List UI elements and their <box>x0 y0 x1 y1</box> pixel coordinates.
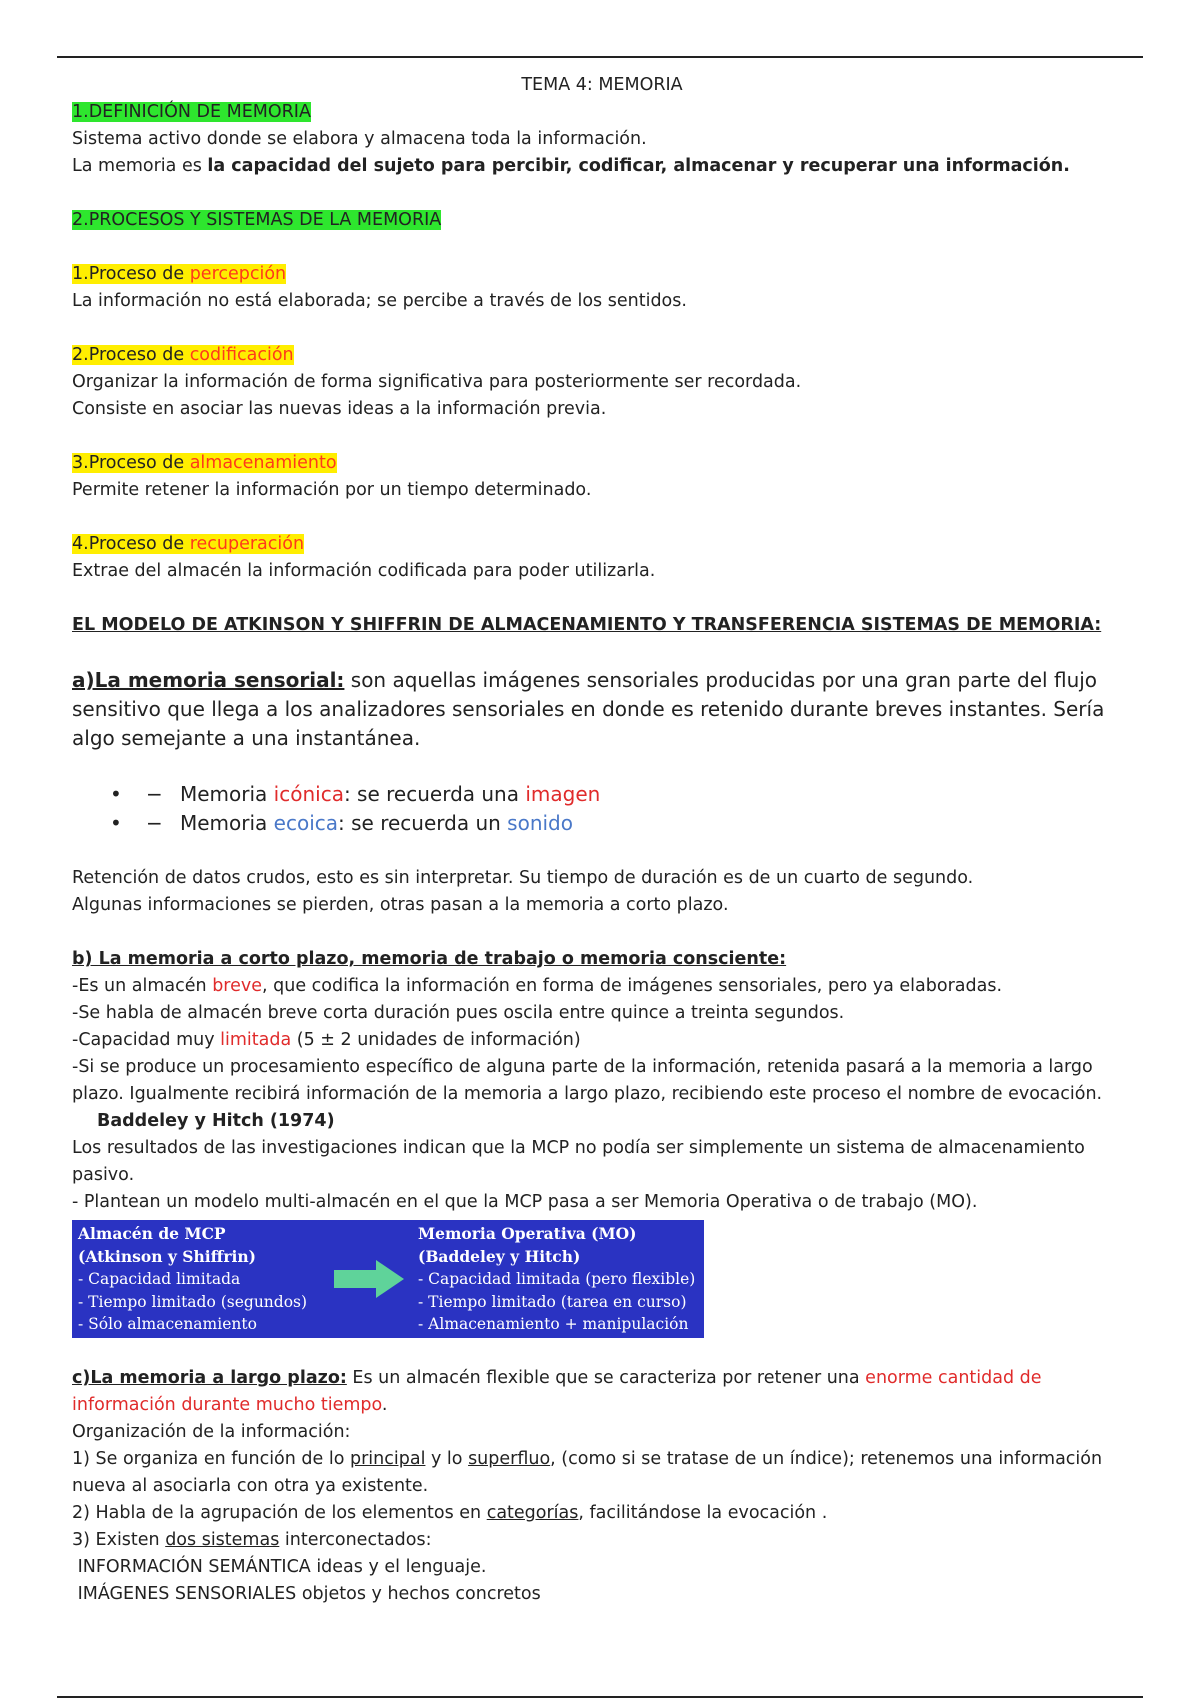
corto-line-8: - Plantean un modelo multi-almacén en el que la MCP pasa a ser Memoria Operativa o de trabajo (MO). <box>72 1192 978 1212</box>
document-body <box>72 70 1132 1608</box>
retention-line-2: Algunas informaciones se pierden, otras pasan a la memoria a corto plazo. <box>72 895 729 915</box>
process-1-text: La información no está elaborada; se percibe a través de los sentidos. <box>72 291 687 311</box>
semantic-info-line: INFORMACIÓN SEMÁNTICA ideas y el lenguaje. <box>72 1557 487 1577</box>
sensorial-paragraph: a)La memoria sensorial: son aquellas imágenes sensoriales producidas por una gran parte del flujo sensitivo que llega a los analizadores sensoriales en donde es retenido durante breves instantes. Sería algo semejante a una instantánea. <box>72 668 1105 750</box>
process-1-heading: 1.Proceso de percepción <box>72 264 287 284</box>
sensory-images-line: IMÁGENES SENSORIALES objetos y hechos concretos <box>72 1584 541 1604</box>
mcp-vs-mo-diagram <box>72 1220 704 1338</box>
corto-line-1: -Es un almacén breve, que codifica la información en forma de imágenes sensoriales, pero ya elaboradas. <box>72 976 1003 996</box>
list-item: • − Memoria icónica: se recuerda una imagen <box>110 782 601 806</box>
process-2-text-2: Consiste en asociar las nuevas ideas a la información previa. <box>72 399 607 419</box>
retention-line-1: Retención de datos crudos, esto es sin interpretar. Su tiempo de duración es de un cuarto de segundo. <box>72 868 974 888</box>
definition-line-1: Sistema activo donde se elabora y almacena toda la información. <box>72 129 647 149</box>
corto-plazo-heading: b) La memoria a corto plazo, memoria de trabajo o memoria consciente: <box>72 949 787 969</box>
right-arrow-icon <box>334 1260 404 1298</box>
process-2-text-1: Organizar la información de forma significativa para posteriormente ser recordada. <box>72 372 802 392</box>
organization-item-1: 1) Se organiza en función de lo principal y lo superfluo, (como si se tratase de un índice); retenemos una información <box>72 1449 1103 1469</box>
corto-line-7: pasivo. <box>72 1165 135 1185</box>
corto-line-5: plazo. Igualmente recibirá información de la memoria a largo plazo, recibiendo este proceso el nombre de evocación. <box>72 1084 1103 1104</box>
section-1-heading: 1.DEFINICIÓN DE MEMORIA <box>72 102 311 122</box>
model-heading: EL MODELO DE ATKINSON Y SHIFFRIN DE ALMACENAMIENTO Y TRANSFERENCIA SISTEMAS DE MEMORIA: <box>72 615 1102 635</box>
process-3-text: Permite retener la información por un tiempo determinado. <box>72 480 592 500</box>
corto-line-4: -Si se produce un procesamiento específico de alguna parte de la información, retenida pasará a la memoria a largo <box>72 1057 1093 1077</box>
largo-plazo-line-2: información durante mucho tiempo. <box>72 1395 388 1415</box>
page-title: TEMA 4: MEMORIA <box>521 75 683 95</box>
bottom-rule <box>57 1696 1143 1698</box>
process-3-heading: 3.Proceso de almacenamiento <box>72 453 337 473</box>
section-2-heading: 2.PROCESOS Y SISTEMAS DE LA MEMORIA <box>72 210 442 230</box>
corto-line-2: -Se habla de almacén breve corta duración pues oscila entre quince a treinta segundos. <box>72 1003 845 1023</box>
list-item: • − Memoria ecoica: se recuerda un sonido <box>110 811 573 835</box>
largo-plazo-line-1: c)La memoria a largo plazo: Es un almacén flexible que se caracteriza por retener una enorme cantidad de <box>72 1368 1042 1388</box>
baddeley-hitch-heading: Baddeley y Hitch (1974) <box>97 1111 335 1131</box>
top-rule <box>57 56 1143 58</box>
process-2-heading: 2.Proceso de codificación <box>72 345 294 365</box>
mcp-column: Almacén de MCP (Atkinson y Shiffrin) - Capacidad limitada - Tiempo limitado (segundos) - Sólo almacenamiento <box>78 1224 308 1333</box>
definition-line-2: La memoria es la capacidad del sujeto para percibir, codificar, almacenar y recuperar una información. <box>72 156 1070 176</box>
corto-line-3: -Capacidad muy limitada (5 ± 2 unidades de información) <box>72 1030 581 1050</box>
corto-line-6: Los resultados de las investigaciones indican que la MCP no podía ser simplemente un sistema de almacenamiento <box>72 1138 1085 1158</box>
process-4-text: Extrae del almacén la información codificada para poder utilizarla. <box>72 561 656 581</box>
sensorial-list <box>72 780 1132 838</box>
organization-item-2: 2) Habla de la agrupación de los elementos en categorías, facilitándose la evocación . <box>72 1503 828 1523</box>
mo-column: Memoria Operativa (MO) (Baddeley y Hitch) - Capacidad limitada (pero flexible) - Tiempo limitado (tarea en curso) - Almacenamiento + manipulación <box>418 1224 696 1333</box>
organization-item-3: 3) Existen dos sistemas interconectados: <box>72 1530 432 1550</box>
organization-heading: Organización de la información: <box>72 1422 351 1442</box>
process-4-heading: 4.Proceso de recuperación <box>72 534 305 554</box>
organization-item-1-cont: nueva al asociarla con otra ya existente. <box>72 1476 429 1496</box>
